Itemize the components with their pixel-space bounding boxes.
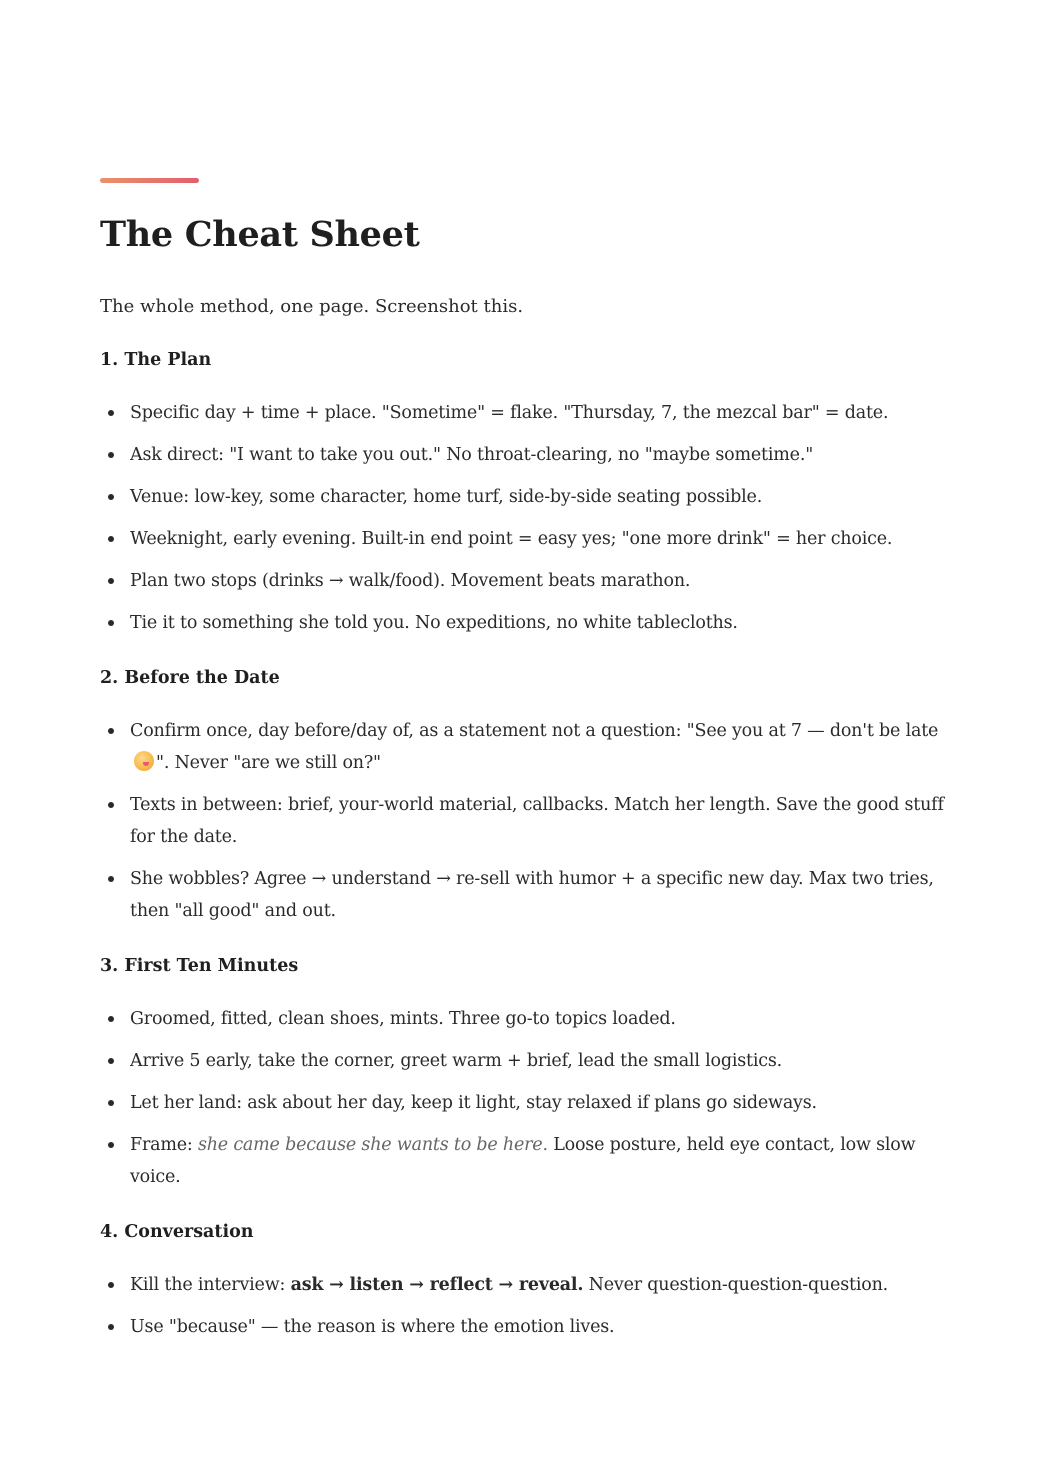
list-item: Plan two stops (drinks → walk/food). Movement beats marathon. <box>100 565 950 597</box>
list-item-text: ". Never "are we still on?" <box>156 753 381 773</box>
list-item-text: Loose posture, held eye contact, low slow voice. <box>130 1135 916 1187</box>
section-list-first-ten-minutes <box>100 1003 950 1193</box>
intro-text: The whole method, one page. Screenshot this. <box>100 296 524 317</box>
list-item: Specific day + time + place. "Sometime" = flake. "Thursday, 7, the mezcal bar" = date. <box>100 397 950 429</box>
cheat-sheet-page <box>100 178 950 1353</box>
section-list-before-date <box>100 715 950 927</box>
list-item: Tie it to something she told you. No expeditions, no white tablecloths. <box>100 607 950 639</box>
page-title: The Cheat Sheet <box>100 214 420 255</box>
section-list-conversation <box>100 1269 950 1343</box>
list-item: Groomed, fitted, clean shoes, mints. Three go-to topics loaded. <box>100 1003 950 1035</box>
section-heading-before-date: 2. Before the Date <box>100 668 280 688</box>
list-item-text: Frame: <box>130 1135 198 1155</box>
section-list-plan <box>100 397 950 639</box>
list-item-text: Confirm once, day before/day of, as a statement not a question: "See you at 7 — don't be late <box>130 721 939 741</box>
list-item: Use "because" — the reason is where the emotion lives. <box>100 1311 950 1343</box>
accent-bar <box>100 178 199 183</box>
list-item: Let her land: ask about her day, keep it light, stay relaxed if plans go sideways. <box>100 1087 950 1119</box>
list-item: Arrive 5 early, take the corner, greet warm + brief, lead the small logistics. <box>100 1045 950 1077</box>
winking-tongue-emoji-icon <box>134 751 154 771</box>
section-heading-plan: 1. The Plan <box>100 350 212 370</box>
list-item: Texts in between: brief, your-world material, callbacks. Match her length. Save the good stuff for the date. <box>100 789 950 853</box>
bold-text: ask → listen → reflect → reveal. <box>290 1275 584 1295</box>
list-item: She wobbles? Agree → understand → re-sell with humor + a specific new day. Max two tries, then "all good" and out. <box>100 863 950 927</box>
section-heading-first-ten-minutes: 3. First Ten Minutes <box>100 956 299 976</box>
italic-text: she came because she wants to be here. <box>197 1135 548 1155</box>
list-item <box>100 715 950 779</box>
list-item-text: Never question-question-question. <box>583 1275 888 1295</box>
list-item <box>100 1269 950 1301</box>
list-item: Weeknight, early evening. Built-in end point = easy yes; "one more drink" = her choice. <box>100 523 950 555</box>
section-heading-conversation: 4. Conversation <box>100 1222 254 1242</box>
list-item-text: Kill the interview: <box>130 1275 291 1295</box>
list-item: Venue: low-key, some character, home turf, side-by-side seating possible. <box>100 481 950 513</box>
list-item: Ask direct: "I want to take you out." No throat-clearing, no "maybe sometime." <box>100 439 950 471</box>
list-item <box>100 1129 950 1193</box>
